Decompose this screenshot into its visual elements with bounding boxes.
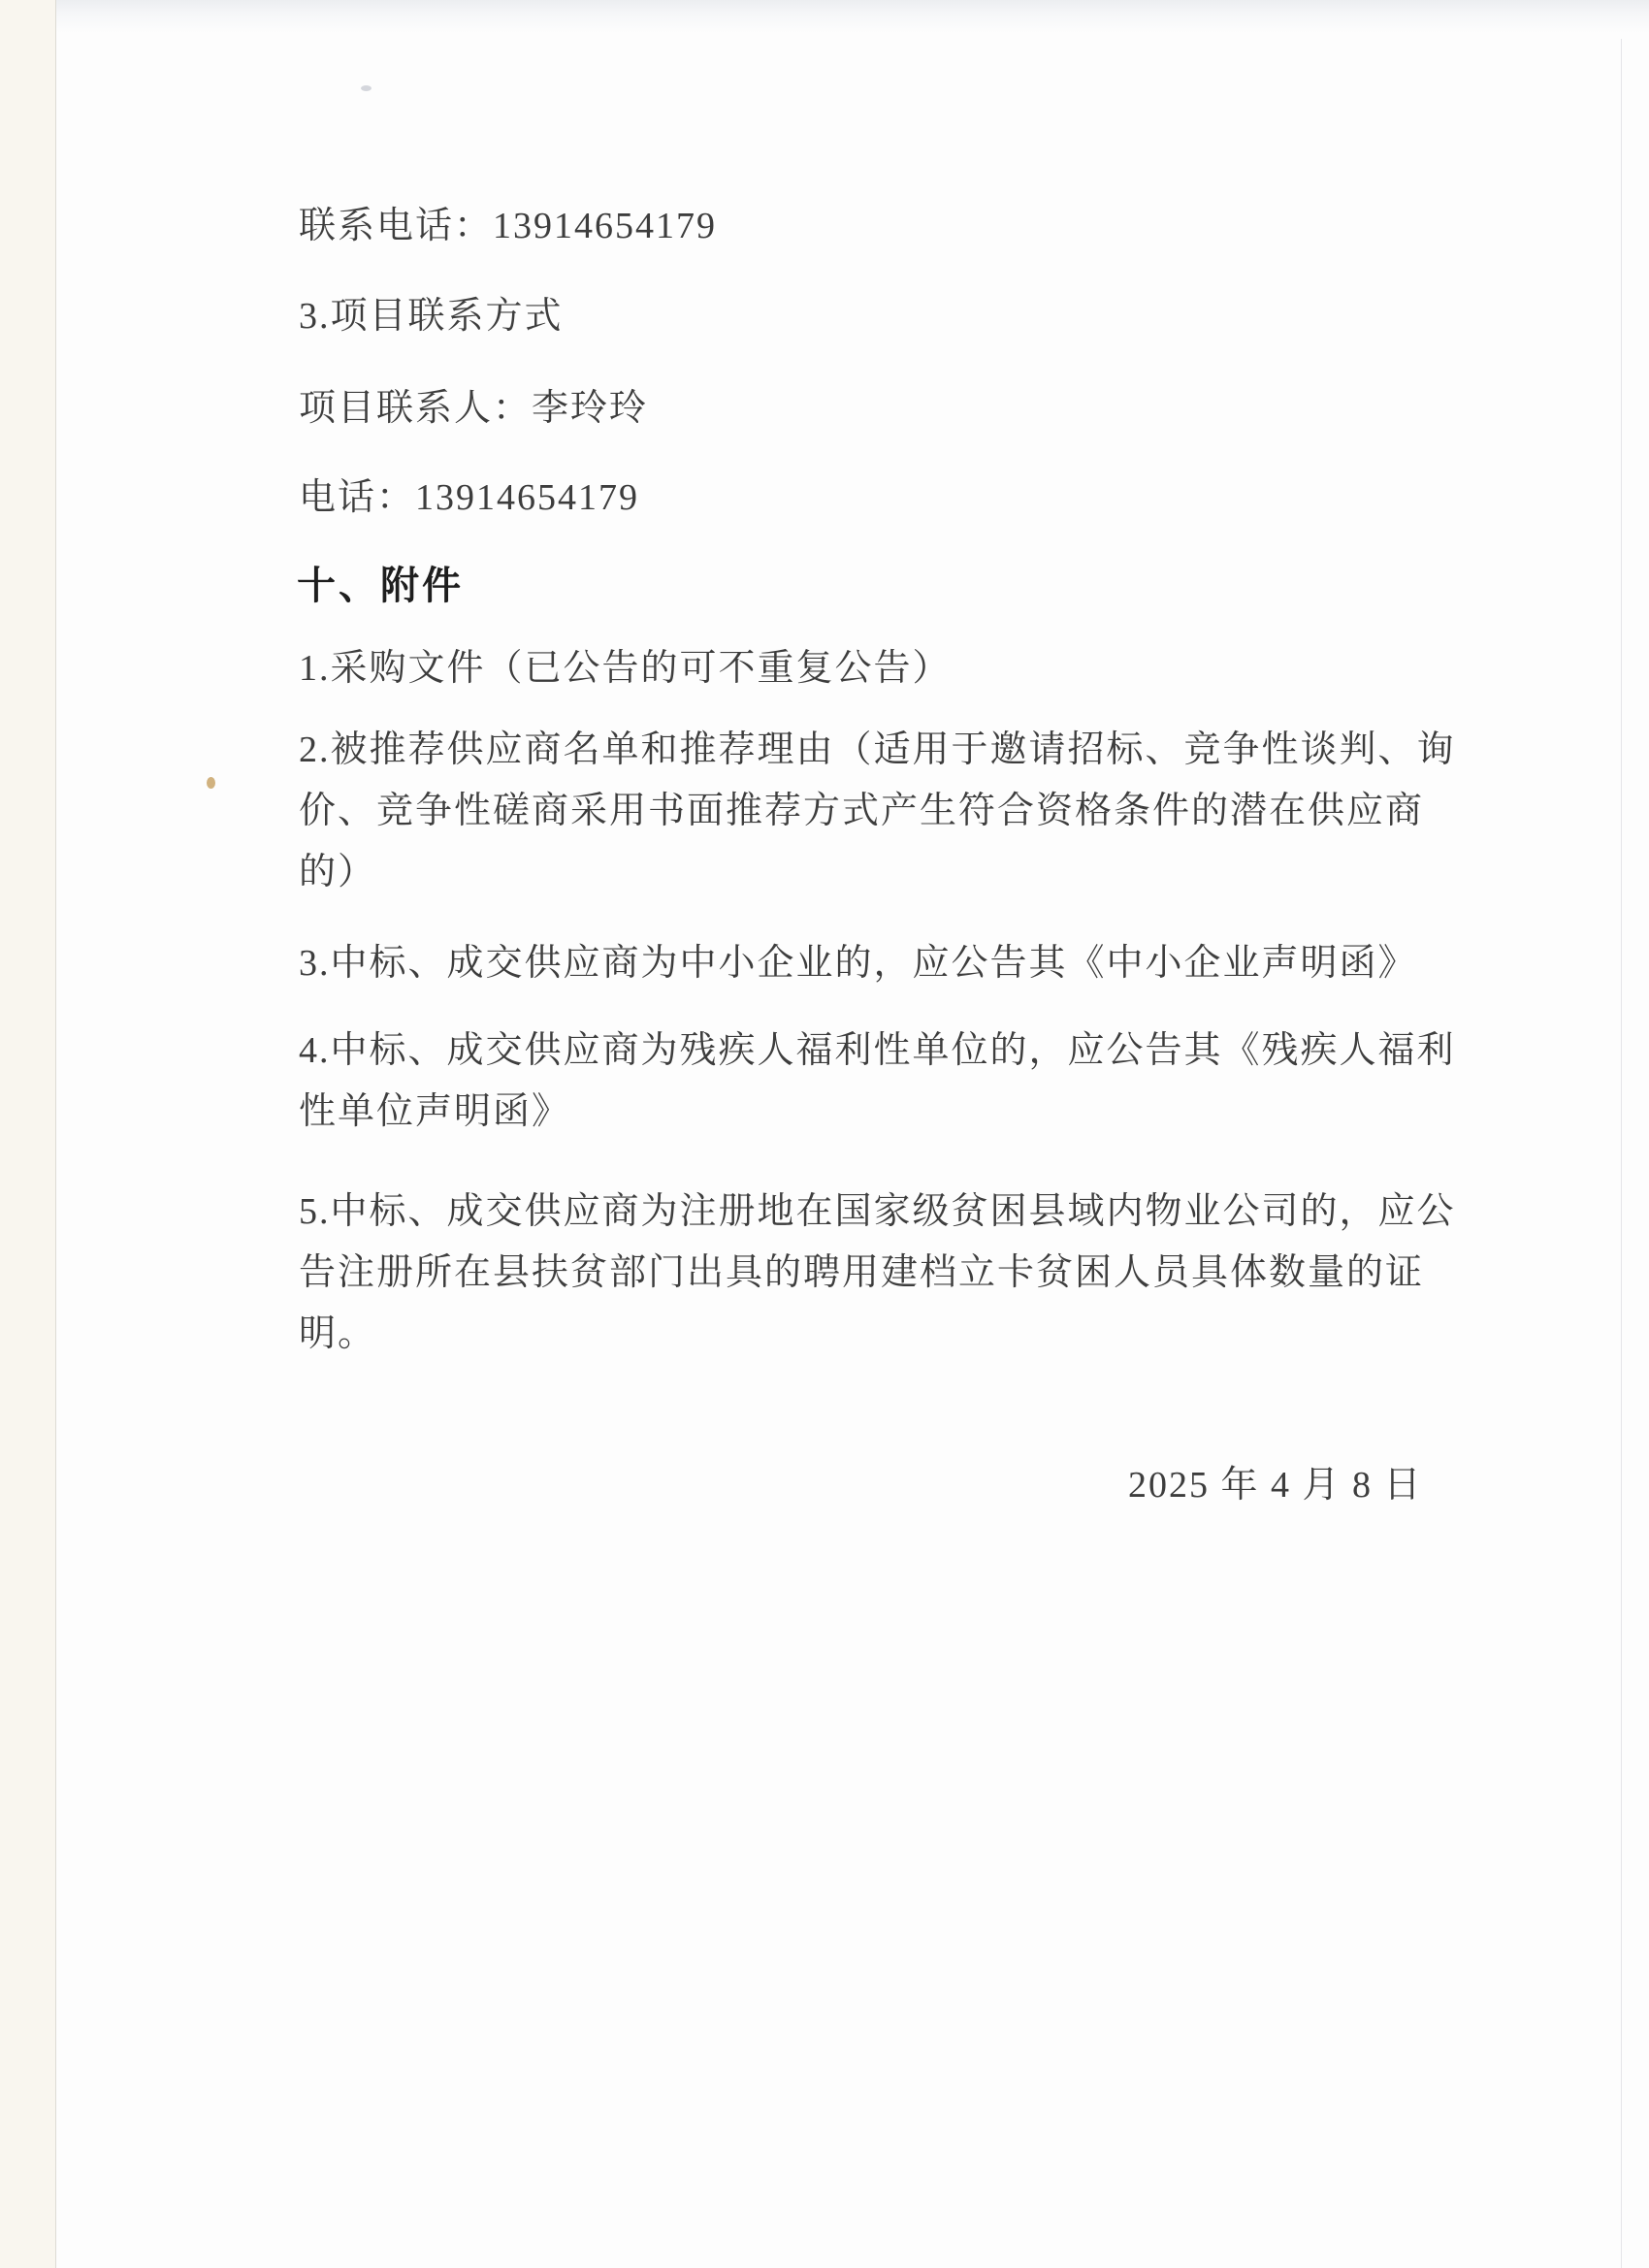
- scan-right-edge-line: [1621, 39, 1622, 2268]
- attachment-item-3: 3.中标、成交供应商为中小企业的，应公告其《中小企业声明函》: [299, 943, 1417, 984]
- attachment-item-2-line-3: 的）: [299, 852, 377, 892]
- scan-speck-tan: [207, 777, 215, 789]
- document-date: 2025 年 4 月 8 日: [1128, 1465, 1423, 1506]
- attachment-item-5-line-3: 明。: [299, 1313, 377, 1354]
- scan-left-margin: [0, 0, 56, 2268]
- attachment-item-5-line-2: 告注册所在县扶贫部门出具的聘用建档立卡贫困人员具体数量的证: [299, 1252, 1425, 1293]
- contact-phone-line: 联系电话：13914654179: [299, 206, 718, 246]
- project-phone-line: 电话：13914654179: [299, 477, 640, 518]
- project-contact-person-line: 项目联系人：李玲玲: [299, 388, 649, 429]
- attachment-item-2-line-2: 价、竞争性磋商采用书面推荐方式产生符合资格条件的潜在供应商: [299, 791, 1425, 831]
- attachment-item-2-line-1: 2.被推荐供应商名单和推荐理由（适用于邀请招标、竞争性谈判、询: [299, 729, 1456, 770]
- scan-speck-gray: [361, 85, 372, 91]
- scan-top-shadow: [0, 0, 1649, 33]
- attachment-item-4-line-2: 性单位声明函》: [299, 1091, 571, 1132]
- attachment-item-5-line-1: 5.中标、成交供应商为注册地在国家级贫困县域内物业公司的，应公: [299, 1191, 1456, 1232]
- attachments-section-heading: 十、附件: [297, 565, 464, 607]
- attachment-item-4-line-1: 4.中标、成交供应商为残疾人福利性单位的，应公告其《残疾人福利: [299, 1030, 1456, 1071]
- attachment-item-1: 1.采购文件（已公告的可不重复公告）: [299, 648, 952, 689]
- project-contact-section-heading: 3.项目联系方式: [299, 296, 564, 337]
